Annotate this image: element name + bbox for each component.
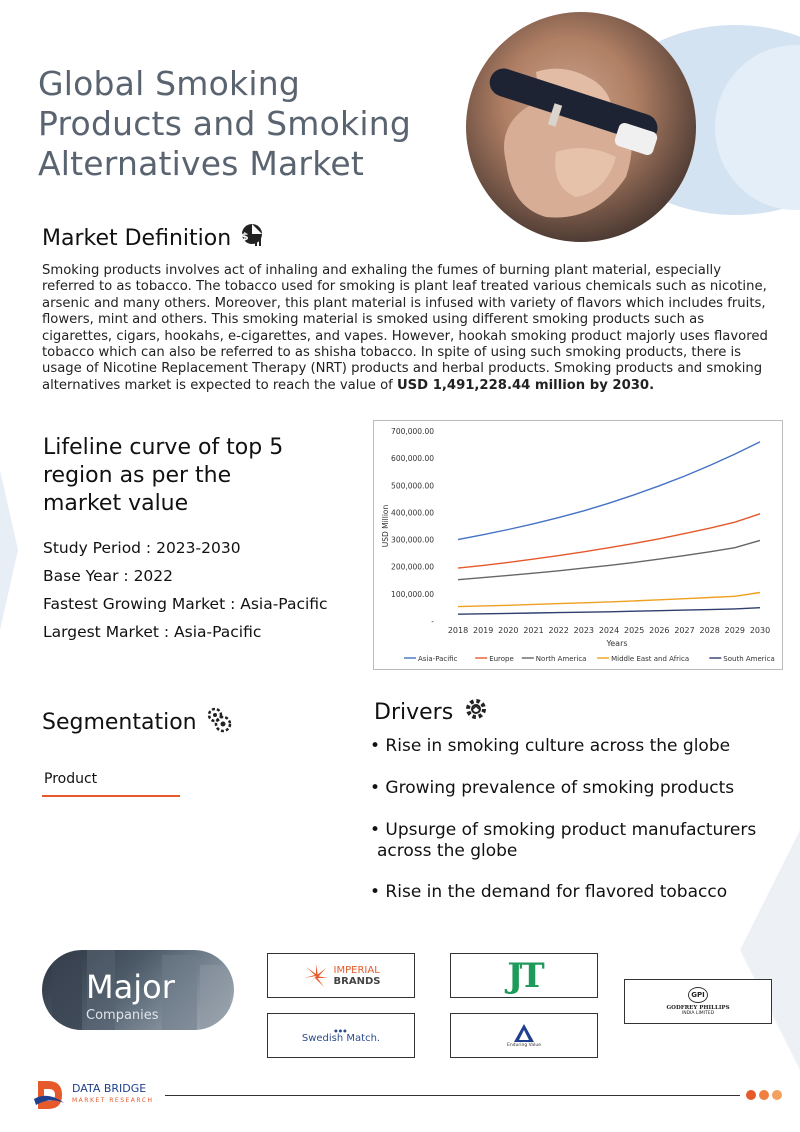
- x-tick-label: 2030: [749, 626, 771, 635]
- page-title: [38, 64, 458, 184]
- lifeline-heading-line-1: Lifeline curve of top 5: [43, 435, 284, 460]
- y-tick-label: 500,000.00: [391, 481, 434, 491]
- itc-tagline: Enduring Value: [506, 1043, 541, 1048]
- series-line-europe: [458, 514, 760, 568]
- market-definition-heading: [42, 222, 265, 254]
- itc-logo: [450, 1013, 598, 1058]
- swedish-match-logo: [267, 1013, 415, 1058]
- itc-triangle-icon: [513, 1023, 535, 1043]
- x-axis-label: Years: [606, 639, 628, 648]
- major-label: Major: [86, 968, 175, 1006]
- series-line-middle-east-and-africa: [458, 593, 760, 607]
- study-period: Study Period : 2023-2030: [43, 539, 241, 557]
- title-line-3: Alternatives Market: [38, 144, 364, 183]
- definition-body: Smoking products involves act of inhaling and exhaling the fumes of burning plant material, especially referred to as tobacco. The tobacco used for smoking is plant leaf treated various chemicals such as nicotine, arsenic and many others. Moreover, this plant material is infused with variety of flavors which includes fruits, flowers, mint and others. This smoking material is smoked using different smoking products such as cigarettes, cigars, hookahs, e-cigarettes, and vapes. However, hookah smoking product majorly uses flavored tobacco which can also be referred to as shisha tobacco. In spite of using such smoking products, there is usage of Nicotine Replacement Therapy (NRT) products and herbal products. Smoking products and smoking alternatives market is expected to reach the value of: [42, 263, 768, 393]
- decor-triangle-left: [0, 470, 18, 630]
- data-bridge-logo-icon: [34, 1077, 68, 1113]
- lifeline-heading-line-2: region as per the: [43, 463, 232, 488]
- data-bridge-logo: [34, 1077, 153, 1113]
- title-line-1: Global Smoking: [38, 64, 300, 103]
- footer-dots: [746, 1090, 782, 1100]
- x-tick-label: 2029: [724, 626, 746, 635]
- footer-brand-line-2: MARKET RESEARCH: [72, 1097, 154, 1104]
- y-tick-label: -: [431, 617, 434, 626]
- x-tick-label: 2021: [523, 626, 544, 635]
- driver-item-1: • Rise in smoking culture across the globe: [370, 736, 731, 756]
- segmentation-label: Segmentation: [42, 709, 197, 735]
- driver-item-3: • Upsurge of smoking product manufacturers: [370, 820, 757, 840]
- swedish-dots: ●●●: [334, 1027, 348, 1033]
- driver-item-3-cont: across the globe: [377, 841, 518, 861]
- gpi-line-2: INDIA LIMITED: [681, 1011, 715, 1016]
- svg-text:$: $: [241, 230, 249, 243]
- imperial-line-1: IMPERIAL: [333, 964, 380, 976]
- x-tick-label: 2027: [674, 626, 695, 635]
- gpi-line-1: GODFREY PHILLIPS: [666, 1005, 730, 1011]
- base-year: Base Year : 2022: [43, 567, 174, 585]
- legend-label: Asia-Pacific: [418, 655, 458, 663]
- legend-label: Europe: [489, 655, 514, 663]
- x-tick-label: 2024: [598, 626, 620, 635]
- hero-photo: [466, 12, 696, 242]
- series-line-south-america: [458, 608, 760, 615]
- y-tick-label: 100,000.00: [391, 589, 434, 599]
- imperial-brands-logo: [267, 953, 415, 998]
- market-definition-text: [42, 263, 772, 394]
- drivers-gear-icon: [463, 696, 489, 728]
- legend-label: Middle East and Africa: [611, 655, 690, 663]
- legend-label: North America: [535, 655, 587, 663]
- drivers-label: Drivers: [374, 699, 454, 725]
- lifeline-heading: [43, 434, 343, 518]
- y-tick-label: 400,000.00: [391, 508, 434, 518]
- market-chart-icon: [239, 222, 265, 254]
- major-companies-badge: [42, 950, 234, 1030]
- y-tick-label: 600,000.00: [391, 454, 434, 464]
- segmentation-gears-icon: [205, 705, 233, 739]
- title-line-2: Products and Smoking: [38, 104, 411, 143]
- lifeline-heading-line-3: market value: [43, 491, 189, 516]
- godfrey-phillips-logo: [624, 979, 772, 1024]
- x-tick-label: 2018: [447, 626, 469, 635]
- imperial-line-2: BRANDS: [333, 975, 381, 987]
- segmentation-item-product[interactable]: Product: [44, 771, 98, 787]
- imperial-burst-icon: [302, 962, 330, 990]
- gpi-badge: GPI: [688, 987, 708, 1003]
- legend-label: South America: [723, 655, 775, 663]
- jt-mark: JT: [507, 955, 541, 996]
- fastest-growing-market: Fastest Growing Market : Asia-Pacific: [43, 595, 328, 613]
- series-line-north-america: [458, 540, 760, 579]
- x-tick-label: 2022: [548, 626, 569, 635]
- market-definition-label: Market Definition: [42, 225, 232, 251]
- driver-item-4: • Rise in the demand for flavored tobacco: [370, 882, 728, 902]
- x-tick-label: 2028: [699, 626, 720, 635]
- lifeline-chart: [373, 420, 783, 670]
- definition-highlight: USD 1,491,228.44 million by 2030.: [396, 377, 655, 393]
- driver-item-2: • Growing prevalence of smoking products: [370, 778, 735, 798]
- series-line-asia-pacific: [458, 442, 760, 540]
- decor-triangle-right: [740, 830, 800, 1070]
- swedish-match-name: Swedish Match.: [301, 1032, 381, 1044]
- footer-divider: [165, 1095, 740, 1096]
- y-tick-label: 200,000.00: [391, 562, 434, 572]
- footer-dot: [759, 1090, 769, 1100]
- companies-label: Companies: [86, 1008, 159, 1023]
- footer-dot: [746, 1090, 756, 1100]
- largest-market: Largest Market : Asia-Pacific: [43, 623, 262, 641]
- heated-tobacco-device-icon: [466, 12, 696, 242]
- y-tick-label: 700,000.00: [391, 427, 434, 436]
- footer-dot: [772, 1090, 782, 1100]
- drivers-heading: [374, 696, 489, 728]
- x-tick-label: 2019: [472, 626, 494, 635]
- y-axis-label: USD Million: [381, 504, 390, 548]
- x-tick-label: 2020: [498, 626, 519, 635]
- segmentation-heading: [42, 705, 233, 739]
- x-tick-label: 2025: [623, 626, 645, 635]
- y-tick-label: 300,000.00: [391, 535, 434, 545]
- lifeline-chart-svg: [374, 421, 782, 669]
- segmentation-underline: [42, 795, 180, 797]
- footer-brand-line-1: DATA BRIDGE: [72, 1082, 147, 1095]
- jt-logo: [450, 953, 598, 998]
- x-tick-label: 2026: [649, 626, 670, 635]
- x-tick-label: 2023: [573, 626, 595, 635]
